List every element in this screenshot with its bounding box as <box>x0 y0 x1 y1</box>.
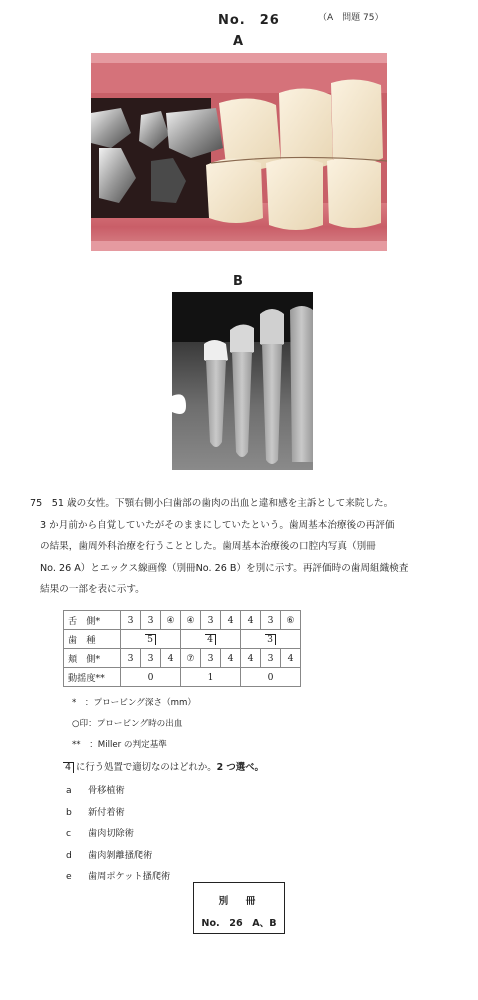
note-item: ** ：Miller の判定基準 <box>72 740 167 750</box>
row-header: 歯 種 <box>64 630 121 649</box>
question-line: No. 26 A）とエックス線画像（別冊No. 26 B）を別に示す。再評価時の歯周組織検査 <box>40 562 409 574</box>
answer-option[interactable] <box>66 847 170 869</box>
intraoral-photo <box>91 53 387 251</box>
option-letter: e <box>66 871 72 883</box>
row-header: 動揺度** <box>64 668 121 687</box>
option-text: 歯周ポケット搔爬術 <box>88 871 171 883</box>
table-cell: ④ <box>161 611 181 630</box>
note-item: * ：プロービング深さ（mm） <box>72 698 196 708</box>
answer-option[interactable] <box>66 782 170 804</box>
option-text: 新付着術 <box>88 806 125 818</box>
booklet-ref: No. 26 A、B <box>201 918 277 929</box>
table-cell: 3 <box>121 649 141 668</box>
table-cell: 3 <box>121 611 141 630</box>
option-text: 歯肉剝離搔爬術 <box>88 849 153 861</box>
note-item: ○印：プロービング時の出血 <box>72 719 183 729</box>
option-letter: c <box>66 828 72 840</box>
exam-number: No. 26 <box>218 13 280 28</box>
table-cell: 3 <box>261 611 281 630</box>
figure-b-label: B <box>233 274 243 289</box>
answer-option[interactable] <box>66 868 170 890</box>
mobility-cell: 1 <box>181 668 241 687</box>
tooth-number: 4 <box>205 634 216 645</box>
tooth-number: 3 <box>265 634 276 645</box>
option-text: 歯肉切除術 <box>88 828 134 840</box>
periodontal-exam-table <box>63 610 301 687</box>
table-cell: ⑦ <box>181 649 201 668</box>
mobility-cell: 0 <box>121 668 181 687</box>
table-cell: 3 <box>141 611 161 630</box>
table-cell: 3 <box>141 649 161 668</box>
answer-option[interactable] <box>66 825 170 847</box>
table-cell: 4 <box>281 649 301 668</box>
question-prompt <box>63 759 264 773</box>
option-text: 骨移植術 <box>88 785 125 796</box>
booklet-reference-box <box>193 882 285 934</box>
question-line: 75 51 歳の女性。下顎右側小臼歯部の歯肉の出血と違和感を主訴として来院した。 <box>30 498 394 509</box>
table-cell: 3 <box>261 649 281 668</box>
table-row-mobility <box>64 668 301 687</box>
table-cell: 4 <box>241 649 261 668</box>
tooth-cell <box>241 630 301 649</box>
prompt-emphasis: 2 つ選べ。 <box>216 762 264 773</box>
table-cell: 4 <box>241 611 261 630</box>
question-line: 結果の一部を表に示す。 <box>40 584 145 595</box>
question-line: の結果，歯周外科治療を行うこととした。歯周基本治療後の口腔内写真（別冊 <box>40 541 376 552</box>
table-cell: ④ <box>181 611 201 630</box>
question-reference: （A 問題 75） <box>318 13 384 23</box>
option-letter: b <box>66 806 72 818</box>
answer-option[interactable] <box>66 804 170 826</box>
table-cell: 3 <box>201 649 221 668</box>
row-header: 頬 側* <box>64 649 121 668</box>
tooth-cell <box>121 630 181 649</box>
tooth-number: 4 <box>63 762 74 773</box>
table-cell: ⑥ <box>281 611 301 630</box>
table-row-lingual <box>64 611 301 630</box>
option-letter: a <box>66 785 72 796</box>
tooth-number: 5 <box>145 634 156 645</box>
option-letter: d <box>66 849 72 861</box>
prompt-text: に行う処置で適切なのはどれか。 <box>75 762 217 773</box>
question-stem <box>30 493 450 601</box>
table-cell: 4 <box>221 649 241 668</box>
answer-options <box>66 782 170 890</box>
table-row-buccal <box>64 649 301 668</box>
figure-a-label: A <box>233 34 244 49</box>
table-notes <box>72 693 196 756</box>
question-line: 3 か月前から自覚していたがそのままにしていたという。歯周基本治療後の再評価 <box>40 519 395 531</box>
booklet-title: 別 冊 <box>218 896 260 907</box>
table-row-tooth <box>64 630 301 649</box>
row-header: 舌 側* <box>64 611 121 630</box>
table-cell: 3 <box>201 611 221 630</box>
mobility-cell: 0 <box>241 668 301 687</box>
table-cell: 4 <box>161 649 181 668</box>
dental-xray <box>172 292 313 470</box>
tooth-cell <box>181 630 241 649</box>
table-cell: 4 <box>221 611 241 630</box>
